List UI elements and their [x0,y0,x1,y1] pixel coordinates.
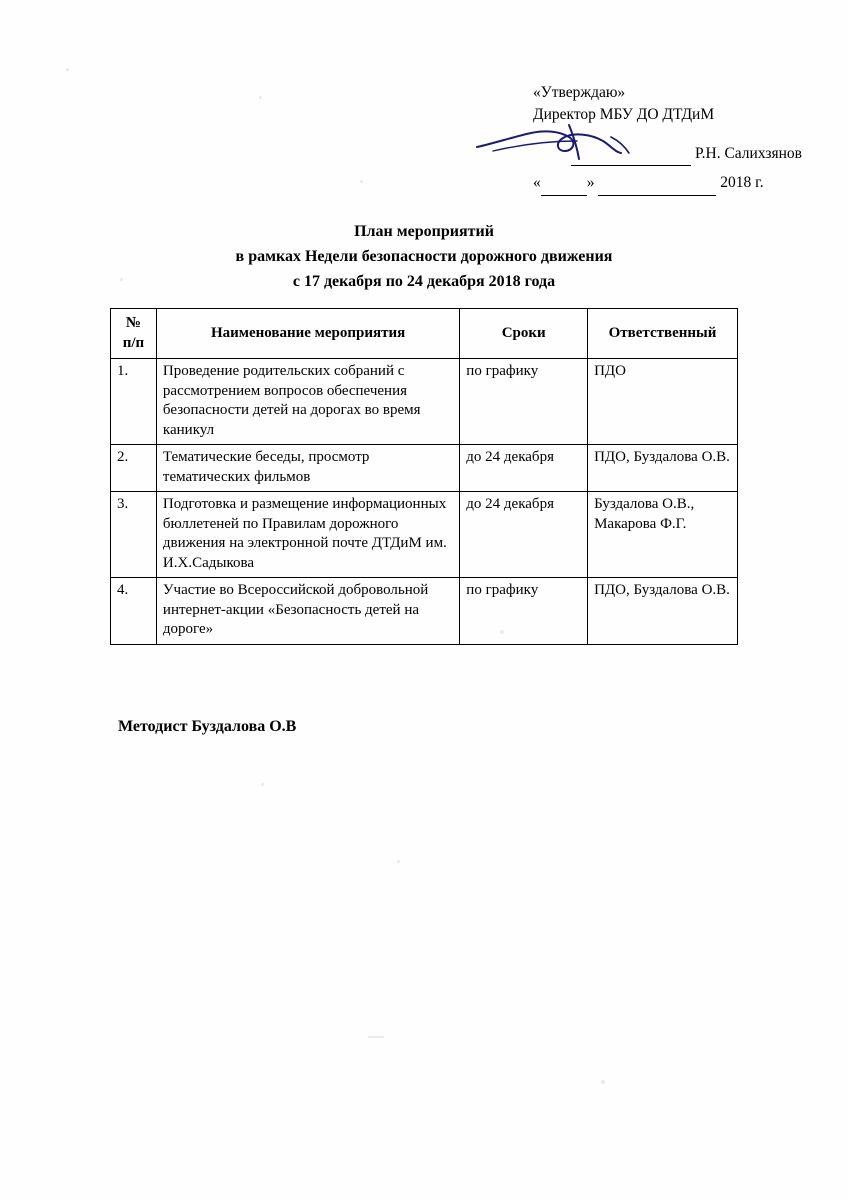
header-number-line2: п/п [122,334,145,351]
header-number [111,309,157,359]
header-number-line1: № [125,315,141,331]
cell-dates: по графику [460,578,588,645]
date-quote-open: « [533,174,541,192]
table-row [111,359,738,445]
date-year: 2018 г. [720,174,764,192]
cell-dates: до 24 декабря [460,445,588,492]
cell-responsible: ПДО, Буздалова О.В. [588,578,738,645]
director-line: Директор МБУ ДО ДТДиМ [533,106,715,124]
header-dates: Сроки [460,309,588,359]
cell-responsible: ПДО, Буздалова О.В. [588,445,738,492]
scan-speck [261,783,264,786]
header-name: Наименование мероприятия [156,309,459,359]
cell-name: Тематические беседы, просмотр тематических фильмов [156,445,459,492]
cell-name: Проведение родительских собраний с рассмотрением вопросов обеспечения безопасности детей на дорогах во время каникул [156,359,459,445]
signature-line [533,143,803,166]
date-quote-close: » [586,174,595,192]
cell-responsible: Буздалова О.В., Макарова Ф.Г. [588,492,738,578]
table-row [111,578,738,645]
title-line-3: с 17 декабря по 24 декабря 2018 года [292,272,556,290]
director-name: Р.Н. Салихзянов [694,144,802,162]
date-line [533,172,803,195]
plan-table [110,308,738,645]
cell-dates: по графику [460,359,588,445]
cell-dates: до 24 декабря [460,492,588,578]
cell-name: Подготовка и размещение информационных бюллетеней по Правилам дорожного движения на электронной почте ДТДиМ им. И.Х.Садыкова [156,492,459,578]
table-row [111,492,738,578]
cell-name: Участие во Всероссийской добровольной интернет-акции «Безопасность детей на дороге» [156,578,459,645]
scan-speck [259,96,262,99]
title-line-2: в рамках Недели безопасности дорожного движения [235,247,613,265]
table-row [111,445,738,492]
table-header-row [111,309,738,359]
scan-speck [397,860,400,863]
cell-responsible: ПДО [588,359,738,445]
approval-word: «Утверждаю» [533,84,626,101]
cell-number: 1. [111,359,157,445]
scan-speck [368,1036,384,1038]
header-responsible: Ответственный [588,309,738,359]
cell-number: 2. [111,445,157,492]
page-title [0,220,848,294]
cell-number: 3. [111,492,157,578]
scan-speck [601,1080,605,1084]
scan-speck [360,180,363,183]
title-line-1: План мероприятий [354,223,494,240]
approval-block [533,82,803,196]
methodist-signature-line: Методист Буздалова О.В [118,718,297,735]
scan-speck [66,68,69,71]
cell-number: 4. [111,578,157,645]
